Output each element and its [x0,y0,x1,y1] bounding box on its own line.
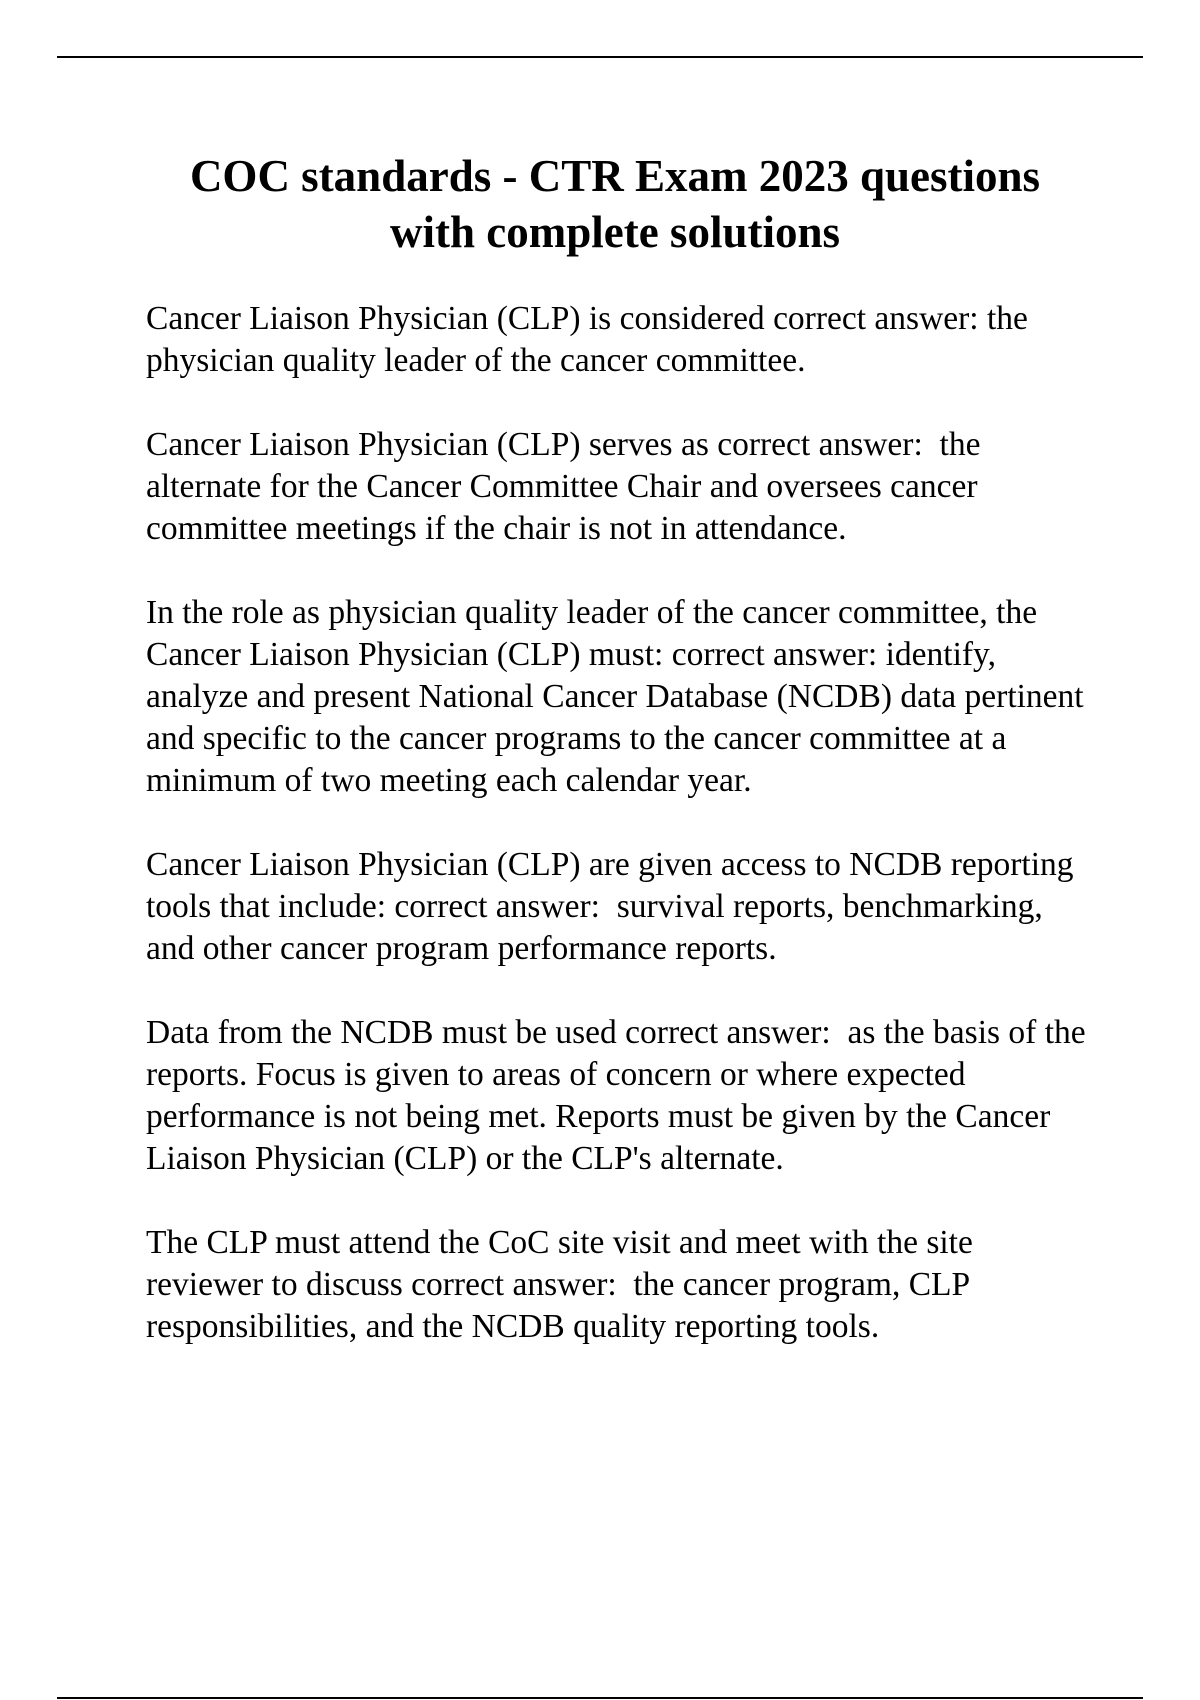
question-text: In the role as physician quality leader of the cancer committee, the Cancer Liaison Physician (CLP) must: [146,594,1046,673]
question-text: Cancer Liaison Physician (CLP) are given access to NCDB reporting tools that include: [146,846,1082,925]
answer-text: the cancer program, CLP responsibilities, and the NCDB quality reporting tools. [146,1266,978,1345]
qa-item [146,592,1091,802]
qa-list [146,298,1094,1390]
answer-text: as the basis of the reports. Focus is given to areas of concern or where expected performance is not being met. Reports must be given by the Cancer Liaison Physician (CLP) or the CLP's alternate. [146,1014,1094,1177]
answer-text: the alternate for the Cancer Committee Chair and oversees cancer committee meetings if the chair is not in attendance. [146,426,989,547]
answer-text: survival reports, benchmarking, and other cancer program performance reports. [146,888,1052,967]
qa-item [146,424,1091,550]
answer-separator: correct answer: [386,888,609,925]
answer-separator: correct answer: [708,426,932,463]
question-text: Cancer Liaison Physician (CLP) serves as [146,426,709,463]
qa-item [146,1012,1094,1180]
qa-item [146,844,1091,970]
answer-separator: correct answer: [616,1014,840,1051]
answer-text: the physician quality leader of the cancer committee. [146,300,1037,379]
qa-item [146,1222,1091,1348]
answer-separator: correct answer: [764,300,987,337]
question-text: Cancer Liaison Physician (CLP) is considered [146,300,765,337]
question-text: Data from the NCDB must be used [146,1014,617,1051]
footer-divider [57,1697,1143,1699]
answer-separator: correct answer: [663,636,886,673]
document-title: COC standards - CTR Exam 2023 questions with complete solutions [189,151,1041,257]
header-divider [57,56,1143,58]
answer-separator: correct answer: [402,1266,626,1303]
question-text: The CLP must attend the CoC site visit and meet with the site reviewer to discuss [146,1224,982,1303]
qa-item [146,298,1091,382]
answer-text: identify, analyze and present National Cancer Database (NCDB) data pertinent and specific to the cancer programs to the cancer committee at a minimum of two meeting each calendar year. [146,636,1092,799]
